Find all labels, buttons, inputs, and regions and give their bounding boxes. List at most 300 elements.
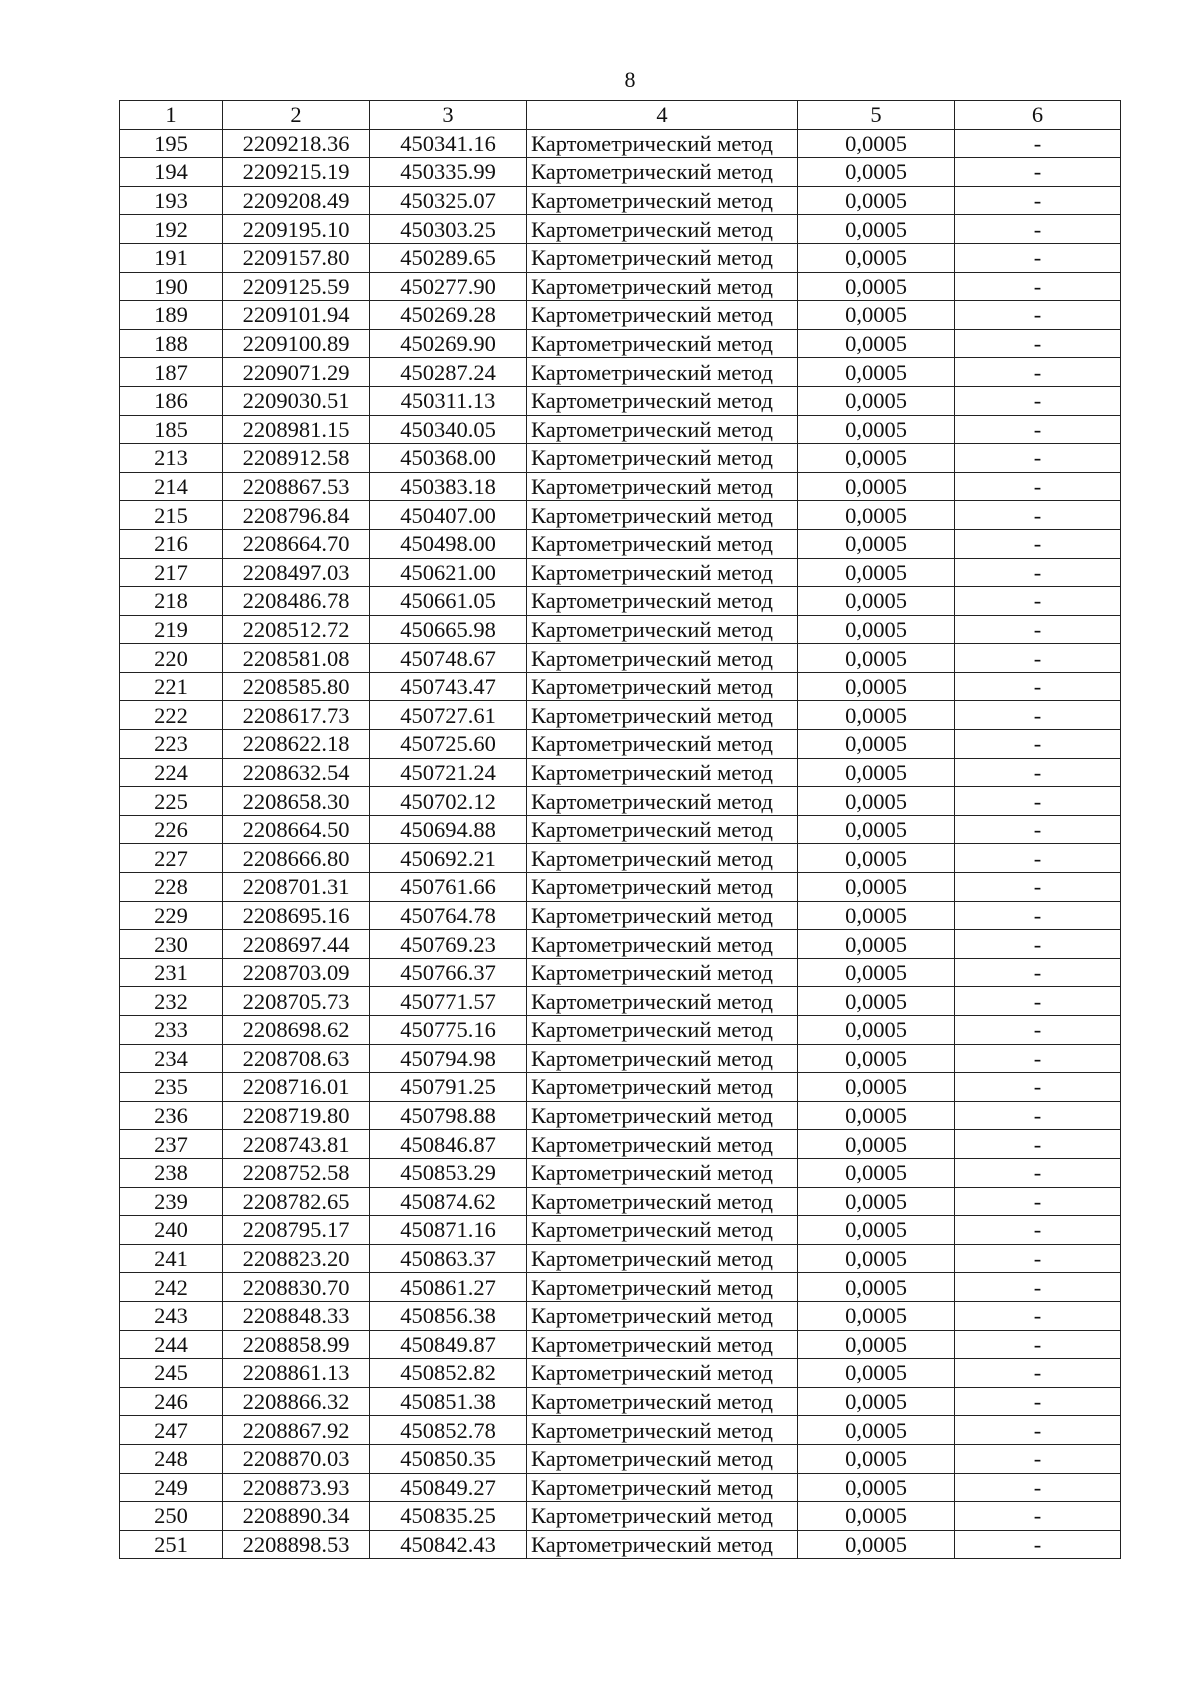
- table-row: [120, 1416, 1121, 1445]
- method-cell: Картометрический метод: [527, 158, 798, 187]
- method-cell: Картометрический метод: [527, 701, 798, 730]
- method-cell: Картометрический метод: [527, 1330, 798, 1359]
- header-cell-2: 2: [223, 101, 370, 130]
- table-row: [120, 472, 1121, 501]
- accuracy-cell: 0,0005: [798, 815, 955, 844]
- y-coordinate-cell: 450498.00: [370, 529, 527, 558]
- method-cell: Картометрический метод: [527, 558, 798, 587]
- table-row: [120, 1301, 1121, 1330]
- x-coordinate-cell: 2208743.81: [223, 1130, 370, 1159]
- y-coordinate-cell: 450871.16: [370, 1216, 527, 1245]
- x-coordinate-cell: 2208664.70: [223, 529, 370, 558]
- point-number-cell: 194: [120, 158, 223, 187]
- x-coordinate-cell: 2208617.73: [223, 701, 370, 730]
- x-coordinate-cell: 2208890.34: [223, 1502, 370, 1531]
- accuracy-cell: 0,0005: [798, 272, 955, 301]
- table-row: [120, 329, 1121, 358]
- accuracy-cell: 0,0005: [798, 186, 955, 215]
- accuracy-cell: 0,0005: [798, 472, 955, 501]
- note-cell: -: [955, 1044, 1121, 1073]
- note-cell: -: [955, 386, 1121, 415]
- x-coordinate-cell: 2208581.08: [223, 644, 370, 673]
- point-number-cell: 221: [120, 672, 223, 701]
- point-number-cell: 234: [120, 1044, 223, 1073]
- y-coordinate-cell: 450856.38: [370, 1301, 527, 1330]
- point-number-cell: 223: [120, 730, 223, 759]
- table-row: [120, 1244, 1121, 1273]
- note-cell: -: [955, 787, 1121, 816]
- note-cell: -: [955, 358, 1121, 387]
- note-cell: -: [955, 730, 1121, 759]
- x-coordinate-cell: 2208830.70: [223, 1273, 370, 1302]
- table-row: [120, 386, 1121, 415]
- accuracy-cell: 0,0005: [798, 1244, 955, 1273]
- accuracy-cell: 0,0005: [798, 1216, 955, 1245]
- table-header-row: [120, 101, 1121, 130]
- y-coordinate-cell: 450661.05: [370, 587, 527, 616]
- point-number-cell: 243: [120, 1301, 223, 1330]
- note-cell: -: [955, 186, 1121, 215]
- method-cell: Картометрический метод: [527, 1244, 798, 1273]
- table-row: [120, 730, 1121, 759]
- note-cell: -: [955, 1158, 1121, 1187]
- note-cell: -: [955, 844, 1121, 873]
- y-coordinate-cell: 450621.00: [370, 558, 527, 587]
- x-coordinate-cell: 2208705.73: [223, 987, 370, 1016]
- accuracy-cell: 0,0005: [798, 758, 955, 787]
- y-coordinate-cell: 450842.43: [370, 1530, 527, 1559]
- accuracy-cell: 0,0005: [798, 873, 955, 902]
- note-cell: -: [955, 1273, 1121, 1302]
- accuracy-cell: 0,0005: [798, 1387, 955, 1416]
- table-row: [120, 1473, 1121, 1502]
- method-cell: Картометрический метод: [527, 587, 798, 616]
- table-row: [120, 787, 1121, 816]
- y-coordinate-cell: 450269.90: [370, 329, 527, 358]
- x-coordinate-cell: 2208695.16: [223, 901, 370, 930]
- header-cell-6: 6: [955, 101, 1121, 130]
- point-number-cell: 218: [120, 587, 223, 616]
- table-row: [120, 1530, 1121, 1559]
- note-cell: -: [955, 243, 1121, 272]
- table-row: [120, 815, 1121, 844]
- accuracy-cell: 0,0005: [798, 1016, 955, 1045]
- point-number-cell: 247: [120, 1416, 223, 1445]
- y-coordinate-cell: 450694.88: [370, 815, 527, 844]
- method-cell: Картометрический метод: [527, 358, 798, 387]
- note-cell: -: [955, 1216, 1121, 1245]
- y-coordinate-cell: 450794.98: [370, 1044, 527, 1073]
- point-number-cell: 216: [120, 529, 223, 558]
- table-body: [120, 129, 1121, 1559]
- accuracy-cell: 0,0005: [798, 501, 955, 530]
- x-coordinate-cell: 2208701.31: [223, 873, 370, 902]
- x-coordinate-cell: 2208796.84: [223, 501, 370, 530]
- point-number-cell: 195: [120, 129, 223, 158]
- accuracy-cell: 0,0005: [798, 158, 955, 187]
- method-cell: Картометрический метод: [527, 1387, 798, 1416]
- point-number-cell: 215: [120, 501, 223, 530]
- method-cell: Картометрический метод: [527, 1187, 798, 1216]
- note-cell: -: [955, 1016, 1121, 1045]
- note-cell: -: [955, 1130, 1121, 1159]
- accuracy-cell: 0,0005: [798, 587, 955, 616]
- y-coordinate-cell: 450766.37: [370, 958, 527, 987]
- x-coordinate-cell: 2209101.94: [223, 301, 370, 330]
- method-cell: Картометрический метод: [527, 758, 798, 787]
- point-number-cell: 193: [120, 186, 223, 215]
- y-coordinate-cell: 450851.38: [370, 1387, 527, 1416]
- accuracy-cell: 0,0005: [798, 215, 955, 244]
- page-number: 8: [624, 67, 636, 92]
- y-coordinate-cell: 450775.16: [370, 1016, 527, 1045]
- x-coordinate-cell: 2208497.03: [223, 558, 370, 587]
- header-cell-1: 1: [120, 101, 223, 130]
- y-coordinate-cell: 450341.16: [370, 129, 527, 158]
- method-cell: Картометрический метод: [527, 1359, 798, 1388]
- x-coordinate-cell: 2208782.65: [223, 1187, 370, 1216]
- accuracy-cell: 0,0005: [798, 672, 955, 701]
- note-cell: -: [955, 958, 1121, 987]
- note-cell: -: [955, 758, 1121, 787]
- note-cell: -: [955, 444, 1121, 473]
- note-cell: -: [955, 1359, 1121, 1388]
- y-coordinate-cell: 450277.90: [370, 272, 527, 301]
- x-coordinate-cell: 2208666.80: [223, 844, 370, 873]
- point-number-cell: 186: [120, 386, 223, 415]
- note-cell: -: [955, 873, 1121, 902]
- table-row: [120, 1158, 1121, 1187]
- method-cell: Картометрический метод: [527, 873, 798, 902]
- method-cell: Картометрический метод: [527, 501, 798, 530]
- table-row: [120, 987, 1121, 1016]
- y-coordinate-cell: 450368.00: [370, 444, 527, 473]
- y-coordinate-cell: 450665.98: [370, 615, 527, 644]
- y-coordinate-cell: 450850.35: [370, 1444, 527, 1473]
- y-coordinate-cell: 450849.87: [370, 1330, 527, 1359]
- accuracy-cell: 0,0005: [798, 1073, 955, 1102]
- accuracy-cell: 0,0005: [798, 844, 955, 873]
- accuracy-cell: 0,0005: [798, 930, 955, 959]
- note-cell: -: [955, 301, 1121, 330]
- x-coordinate-cell: 2208858.99: [223, 1330, 370, 1359]
- y-coordinate-cell: 450835.25: [370, 1502, 527, 1531]
- accuracy-cell: 0,0005: [798, 301, 955, 330]
- note-cell: -: [955, 1387, 1121, 1416]
- point-number-cell: 185: [120, 415, 223, 444]
- point-number-cell: 244: [120, 1330, 223, 1359]
- y-coordinate-cell: 450853.29: [370, 1158, 527, 1187]
- x-coordinate-cell: 2208912.58: [223, 444, 370, 473]
- x-coordinate-cell: 2208585.80: [223, 672, 370, 701]
- table-row: [120, 1101, 1121, 1130]
- point-number-cell: 213: [120, 444, 223, 473]
- x-coordinate-cell: 2208658.30: [223, 787, 370, 816]
- point-number-cell: 238: [120, 1158, 223, 1187]
- x-coordinate-cell: 2208752.58: [223, 1158, 370, 1187]
- y-coordinate-cell: 450303.25: [370, 215, 527, 244]
- accuracy-cell: 0,0005: [798, 415, 955, 444]
- point-number-cell: 241: [120, 1244, 223, 1273]
- table-row: [120, 758, 1121, 787]
- accuracy-cell: 0,0005: [798, 1187, 955, 1216]
- method-cell: Картометрический метод: [527, 472, 798, 501]
- note-cell: -: [955, 644, 1121, 673]
- point-number-cell: 237: [120, 1130, 223, 1159]
- x-coordinate-cell: 2208867.53: [223, 472, 370, 501]
- method-cell: Картометрический метод: [527, 1444, 798, 1473]
- y-coordinate-cell: 450702.12: [370, 787, 527, 816]
- table-row: [120, 444, 1121, 473]
- point-number-cell: 242: [120, 1273, 223, 1302]
- accuracy-cell: 0,0005: [798, 1530, 955, 1559]
- accuracy-cell: 0,0005: [798, 558, 955, 587]
- x-coordinate-cell: 2208848.33: [223, 1301, 370, 1330]
- header-cell-4: 4: [527, 101, 798, 130]
- note-cell: -: [955, 501, 1121, 530]
- x-coordinate-cell: 2209157.80: [223, 243, 370, 272]
- note-cell: -: [955, 1330, 1121, 1359]
- table-row: [120, 415, 1121, 444]
- point-number-cell: 230: [120, 930, 223, 959]
- x-coordinate-cell: 2208698.62: [223, 1016, 370, 1045]
- x-coordinate-cell: 2208866.32: [223, 1387, 370, 1416]
- method-cell: Картометрический метод: [527, 1130, 798, 1159]
- table-row: [120, 186, 1121, 215]
- table-row: [120, 1359, 1121, 1388]
- x-coordinate-cell: 2208664.50: [223, 815, 370, 844]
- x-coordinate-cell: 2209218.36: [223, 129, 370, 158]
- method-cell: Картометрический метод: [527, 1216, 798, 1245]
- table-row: [120, 272, 1121, 301]
- note-cell: -: [955, 1101, 1121, 1130]
- note-cell: -: [955, 1416, 1121, 1445]
- note-cell: -: [955, 129, 1121, 158]
- y-coordinate-cell: 450407.00: [370, 501, 527, 530]
- table-row: [120, 644, 1121, 673]
- accuracy-cell: 0,0005: [798, 1273, 955, 1302]
- y-coordinate-cell: 450335.99: [370, 158, 527, 187]
- point-number-cell: 222: [120, 701, 223, 730]
- method-cell: Картометрический метод: [527, 901, 798, 930]
- table-row: [120, 1073, 1121, 1102]
- y-coordinate-cell: 450727.61: [370, 701, 527, 730]
- x-coordinate-cell: 2208486.78: [223, 587, 370, 616]
- table-row: [120, 358, 1121, 387]
- method-cell: Картометрический метод: [527, 730, 798, 759]
- note-cell: -: [955, 1502, 1121, 1531]
- point-number-cell: 219: [120, 615, 223, 644]
- point-number-cell: 224: [120, 758, 223, 787]
- table-row: [120, 1444, 1121, 1473]
- table-row: [120, 1016, 1121, 1045]
- x-coordinate-cell: 2208622.18: [223, 730, 370, 759]
- point-number-cell: 233: [120, 1016, 223, 1045]
- method-cell: Картометрический метод: [527, 844, 798, 873]
- method-cell: Картометрический метод: [527, 615, 798, 644]
- y-coordinate-cell: 450692.21: [370, 844, 527, 873]
- method-cell: Картометрический метод: [527, 958, 798, 987]
- y-coordinate-cell: 450383.18: [370, 472, 527, 501]
- y-coordinate-cell: 450846.87: [370, 1130, 527, 1159]
- note-cell: -: [955, 1073, 1121, 1102]
- note-cell: -: [955, 158, 1121, 187]
- note-cell: -: [955, 901, 1121, 930]
- table-row: [120, 1330, 1121, 1359]
- x-coordinate-cell: 2208823.20: [223, 1244, 370, 1273]
- note-cell: -: [955, 472, 1121, 501]
- table-row: [120, 1216, 1121, 1245]
- y-coordinate-cell: 450725.60: [370, 730, 527, 759]
- method-cell: Картометрический метод: [527, 301, 798, 330]
- note-cell: -: [955, 529, 1121, 558]
- note-cell: -: [955, 1244, 1121, 1273]
- note-cell: -: [955, 1473, 1121, 1502]
- note-cell: -: [955, 329, 1121, 358]
- y-coordinate-cell: 450743.47: [370, 672, 527, 701]
- method-cell: Картометрический метод: [527, 1044, 798, 1073]
- method-cell: Картометрический метод: [527, 644, 798, 673]
- point-number-cell: 188: [120, 329, 223, 358]
- point-number-cell: 239: [120, 1187, 223, 1216]
- method-cell: Картометрический метод: [527, 815, 798, 844]
- method-cell: Картометрический метод: [527, 930, 798, 959]
- point-number-cell: 227: [120, 844, 223, 873]
- accuracy-cell: 0,0005: [798, 644, 955, 673]
- x-coordinate-cell: 2208719.80: [223, 1101, 370, 1130]
- method-cell: Картометрический метод: [527, 1101, 798, 1130]
- point-number-cell: 226: [120, 815, 223, 844]
- point-number-cell: 187: [120, 358, 223, 387]
- point-number-cell: 248: [120, 1444, 223, 1473]
- y-coordinate-cell: 450287.24: [370, 358, 527, 387]
- accuracy-cell: 0,0005: [798, 1502, 955, 1531]
- note-cell: -: [955, 1187, 1121, 1216]
- x-coordinate-cell: 2208697.44: [223, 930, 370, 959]
- point-number-cell: 240: [120, 1216, 223, 1245]
- table-row: [120, 701, 1121, 730]
- y-coordinate-cell: 450289.65: [370, 243, 527, 272]
- y-coordinate-cell: 450761.66: [370, 873, 527, 902]
- point-number-cell: 235: [120, 1073, 223, 1102]
- x-coordinate-cell: 2208632.54: [223, 758, 370, 787]
- note-cell: -: [955, 1530, 1121, 1559]
- method-cell: Картометрический метод: [527, 1158, 798, 1187]
- x-coordinate-cell: 2208708.63: [223, 1044, 370, 1073]
- accuracy-cell: 0,0005: [798, 243, 955, 272]
- point-number-cell: 190: [120, 272, 223, 301]
- method-cell: Картометрический метод: [527, 787, 798, 816]
- accuracy-cell: 0,0005: [798, 1473, 955, 1502]
- y-coordinate-cell: 450798.88: [370, 1101, 527, 1130]
- y-coordinate-cell: 450874.62: [370, 1187, 527, 1216]
- method-cell: Картометрический метод: [527, 243, 798, 272]
- accuracy-cell: 0,0005: [798, 1044, 955, 1073]
- header-cell-5: 5: [798, 101, 955, 130]
- y-coordinate-cell: 450852.78: [370, 1416, 527, 1445]
- accuracy-cell: 0,0005: [798, 529, 955, 558]
- table-row: [120, 901, 1121, 930]
- y-coordinate-cell: 450748.67: [370, 644, 527, 673]
- point-number-cell: 228: [120, 873, 223, 902]
- table-row: [120, 844, 1121, 873]
- method-cell: Картометрический метод: [527, 444, 798, 473]
- accuracy-cell: 0,0005: [798, 1416, 955, 1445]
- method-cell: Картометрический метод: [527, 129, 798, 158]
- table-row: [120, 301, 1121, 330]
- y-coordinate-cell: 450791.25: [370, 1073, 527, 1102]
- method-cell: Картометрический метод: [527, 186, 798, 215]
- table-row: [120, 587, 1121, 616]
- table-row: [120, 243, 1121, 272]
- method-cell: Картометрический метод: [527, 1016, 798, 1045]
- y-coordinate-cell: 450764.78: [370, 901, 527, 930]
- table-row: [120, 930, 1121, 959]
- point-number-cell: 232: [120, 987, 223, 1016]
- method-cell: Картометрический метод: [527, 1273, 798, 1302]
- point-number-cell: 225: [120, 787, 223, 816]
- table-row: [120, 1502, 1121, 1531]
- method-cell: Картометрический метод: [527, 1301, 798, 1330]
- accuracy-cell: 0,0005: [798, 1444, 955, 1473]
- point-number-cell: 249: [120, 1473, 223, 1502]
- method-cell: Картометрический метод: [527, 1502, 798, 1531]
- note-cell: -: [955, 701, 1121, 730]
- y-coordinate-cell: 450325.07: [370, 186, 527, 215]
- x-coordinate-cell: 2208981.15: [223, 415, 370, 444]
- point-number-cell: 250: [120, 1502, 223, 1531]
- note-cell: -: [955, 930, 1121, 959]
- point-number-cell: 189: [120, 301, 223, 330]
- accuracy-cell: 0,0005: [798, 1130, 955, 1159]
- method-cell: Картометрический метод: [527, 272, 798, 301]
- accuracy-cell: 0,0005: [798, 1301, 955, 1330]
- x-coordinate-cell: 2209215.19: [223, 158, 370, 187]
- accuracy-cell: 0,0005: [798, 129, 955, 158]
- note-cell: -: [955, 1444, 1121, 1473]
- y-coordinate-cell: 450769.23: [370, 930, 527, 959]
- y-coordinate-cell: 450861.27: [370, 1273, 527, 1302]
- x-coordinate-cell: 2208867.92: [223, 1416, 370, 1445]
- method-cell: Картометрический метод: [527, 529, 798, 558]
- table-row: [120, 558, 1121, 587]
- y-coordinate-cell: 450863.37: [370, 1244, 527, 1273]
- table-row: [120, 1273, 1121, 1302]
- accuracy-cell: 0,0005: [798, 615, 955, 644]
- accuracy-cell: 0,0005: [798, 901, 955, 930]
- accuracy-cell: 0,0005: [798, 701, 955, 730]
- x-coordinate-cell: 2209125.59: [223, 272, 370, 301]
- note-cell: -: [955, 215, 1121, 244]
- method-cell: Картометрический метод: [527, 415, 798, 444]
- accuracy-cell: 0,0005: [798, 1158, 955, 1187]
- x-coordinate-cell: 2208873.93: [223, 1473, 370, 1502]
- accuracy-cell: 0,0005: [798, 787, 955, 816]
- x-coordinate-cell: 2209208.49: [223, 186, 370, 215]
- accuracy-cell: 0,0005: [798, 329, 955, 358]
- point-number-cell: 214: [120, 472, 223, 501]
- note-cell: -: [955, 815, 1121, 844]
- table-row: [120, 1387, 1121, 1416]
- note-cell: -: [955, 987, 1121, 1016]
- accuracy-cell: 0,0005: [798, 1359, 955, 1388]
- method-cell: Картометрический метод: [527, 672, 798, 701]
- note-cell: -: [955, 558, 1121, 587]
- method-cell: Картометрический метод: [527, 215, 798, 244]
- x-coordinate-cell: 2208703.09: [223, 958, 370, 987]
- method-cell: Картометрический метод: [527, 1073, 798, 1102]
- method-cell: Картометрический метод: [527, 987, 798, 1016]
